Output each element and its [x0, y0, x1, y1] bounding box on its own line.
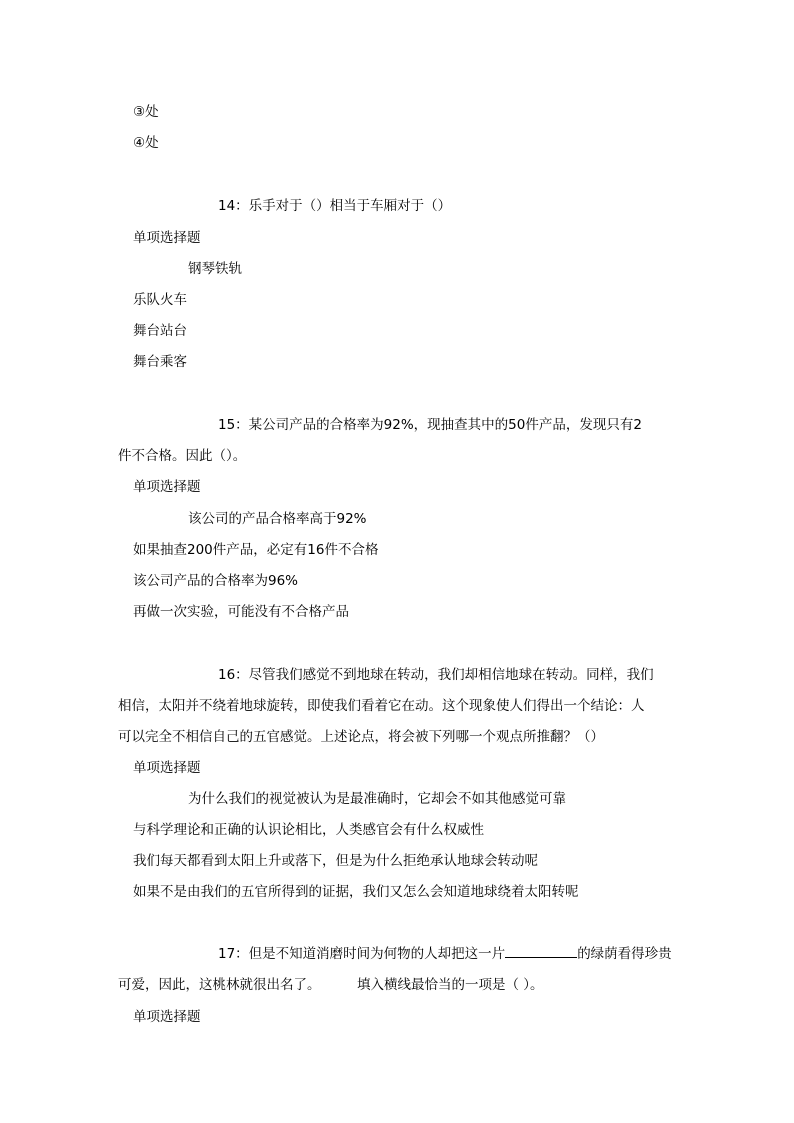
question-stem: 16：尽管我们感觉不到地球在转动，我们却相信地球在转动。同样，我们: [218, 667, 654, 683]
option: 为什么我们的视觉被认为是最准确时，它却会不如其他感觉可靠: [188, 791, 566, 807]
option: 该公司的产品合格率高于92%: [188, 511, 367, 527]
option: 如果不是由我们的五官所得到的证据，我们又怎么会知道地球绕着太阳转呢: [133, 884, 579, 900]
question-prompt: 填入横线最恰当的一项是（ ）。: [357, 977, 544, 993]
question-type: 单项选择题: [133, 230, 201, 246]
option: 乐队火车: [133, 292, 187, 308]
option: 我们每天都看到太阳上升或落下，但是为什么拒绝承认地球会转动呢: [133, 853, 538, 869]
question-stem: 可以完全不相信自己的五官感觉。上述论点，将会被下列哪一个观点所推翻？（）: [118, 729, 604, 745]
option: 舞台站台: [133, 323, 187, 339]
option: 舞台乘客: [133, 354, 187, 370]
option: 如果抽查200件产品，必定有16件不合格: [133, 542, 379, 558]
question-stem: 可爱，因此，这桃林就很出名了。: [118, 977, 321, 993]
stem-text: 的绿荫看得珍贵: [577, 946, 672, 962]
option: 再做一次实验，可能没有不合格产品: [133, 604, 349, 620]
question-type: 单项选择题: [133, 1009, 201, 1025]
stem-text: 17：但是不知道消磨时间为何物的人却把这一片: [218, 946, 506, 962]
fill-blank: [505, 945, 577, 958]
option: 钢琴铁轨: [188, 261, 242, 277]
question-stem: 件不合格。因此（）。: [118, 448, 247, 464]
question-type: 单项选择题: [133, 479, 201, 495]
question-stem: 相信，太阳并不绕着地球旋转，即使我们看着它在动。这个现象使人们得出一个结论：人: [118, 698, 645, 714]
option: 与科学理论和正确的认识论相比，人类感官会有什么权威性: [133, 822, 484, 838]
option: ④处: [133, 135, 159, 151]
question-stem: 15：某公司产品的合格率为92%，现抽查其中的50件产品，发现只有2: [218, 417, 642, 433]
option: ③处: [133, 104, 159, 120]
question-stem: [218, 945, 672, 963]
option: 该公司产品的合格率为96%: [133, 573, 299, 589]
question-stem: 14：乐手对于（）相当于车厢对于（）: [218, 198, 452, 214]
question-type: 单项选择题: [133, 760, 201, 776]
